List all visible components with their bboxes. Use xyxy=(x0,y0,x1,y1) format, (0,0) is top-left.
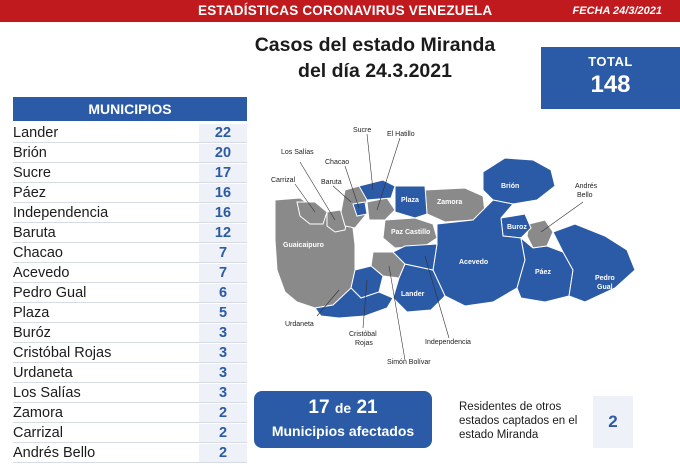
municipio-count: 3 xyxy=(199,324,247,342)
affected-total: 21 xyxy=(356,397,378,418)
page-heading xyxy=(230,32,520,84)
label-andres-bello-2: Bello xyxy=(577,192,593,199)
municipio-row xyxy=(13,323,247,343)
municipio-count: 2 xyxy=(199,424,247,442)
row-divider xyxy=(13,462,247,463)
municipio-name: Urdaneta xyxy=(13,365,73,381)
municipio-row xyxy=(13,263,247,283)
total-value: 148 xyxy=(590,71,631,98)
municipio-name: Pedro Gual xyxy=(13,285,87,301)
map-region-brion xyxy=(483,158,555,204)
affected-count-line xyxy=(254,397,432,419)
inlabel-brion: Brión xyxy=(501,183,520,190)
heading-line-1: Casos del estado Miranda xyxy=(254,34,496,56)
municipio-row xyxy=(13,363,247,383)
label-baruta: Baruta xyxy=(321,179,342,186)
municipio-name: Páez xyxy=(13,185,47,201)
municipio-name: Plaza xyxy=(13,305,50,321)
municipio-count: 7 xyxy=(199,244,247,262)
municipio-name: Brión xyxy=(13,145,47,161)
municipio-count: 12 xyxy=(199,224,247,242)
label-carrizal: Carrizal xyxy=(271,177,296,184)
municipio-name: Baruta xyxy=(13,225,56,241)
municipio-count: 2 xyxy=(199,444,247,462)
heading-line-2: del día 24.3.2021 xyxy=(298,60,452,82)
total-box xyxy=(541,47,680,109)
inlabel-guaicaipuro: Guaicaipuro xyxy=(283,242,324,249)
map-region-el-hatillo xyxy=(367,198,395,220)
affected-municipalities-box xyxy=(254,391,432,448)
municipio-row xyxy=(13,203,247,223)
municipio-row xyxy=(13,283,247,303)
label-cristobal-rojas-2: Rojas xyxy=(355,340,373,347)
municipio-row xyxy=(13,343,247,363)
municipio-row xyxy=(13,383,247,403)
label-los-salias: Los Salías xyxy=(281,149,314,156)
municipio-name: Lander xyxy=(13,125,59,141)
inlabel-acevedo: Acevedo xyxy=(459,259,489,266)
label-chacao: Chacao xyxy=(325,159,350,166)
miranda-map xyxy=(255,120,675,365)
municipio-count: 16 xyxy=(199,204,247,222)
municipio-row xyxy=(13,423,247,443)
municipio-name: Independencia xyxy=(13,205,109,221)
municipio-row xyxy=(13,243,247,263)
municipio-name: Los Salías xyxy=(13,385,81,401)
municipio-name: Andrés Bello xyxy=(13,445,96,461)
municipio-row xyxy=(13,303,247,323)
inlabel-zamora: Zamora xyxy=(437,199,463,206)
label-andres-bello-1: Andrés xyxy=(575,183,598,190)
municipio-name: Chacao xyxy=(13,245,63,261)
label-simon-bolivar: Simón Bolívar xyxy=(387,359,431,365)
municipio-row xyxy=(13,163,247,183)
municipio-count: 5 xyxy=(199,304,247,322)
inlabel-plaza: Plaza xyxy=(401,197,419,204)
municipio-row xyxy=(13,123,247,143)
municipio-name: Sucre xyxy=(13,165,51,181)
municipio-count: 3 xyxy=(199,364,247,382)
municipio-row xyxy=(13,183,247,203)
affected-label: Municipios afectados xyxy=(271,423,415,439)
residents-value: 2 xyxy=(593,396,633,448)
municipio-row xyxy=(13,443,247,463)
municipio-count: 6 xyxy=(199,284,247,302)
municipios-list xyxy=(13,123,247,463)
municipio-row xyxy=(13,223,247,243)
label-sucre: Sucre xyxy=(353,127,372,134)
affected-connector: de xyxy=(334,400,352,416)
inlabel-paz-castillo: Paz Castillo xyxy=(391,229,431,236)
municipio-name: Carrizal xyxy=(13,425,63,441)
municipio-row xyxy=(13,143,247,163)
total-label: TOTAL xyxy=(588,54,633,69)
inlabel-buroz: Buroz xyxy=(507,224,527,231)
top-banner xyxy=(0,0,680,22)
municipio-name: Zamora xyxy=(13,405,63,421)
municipio-count: 17 xyxy=(199,164,247,182)
label-cristobal-rojas-1: Cristóbal xyxy=(349,331,377,338)
inlabel-pedro-gual-1: Pedro xyxy=(595,275,615,282)
inlabel-lander: Lander xyxy=(401,291,425,298)
municipio-row xyxy=(13,403,247,423)
inlabel-pedro-gual-2: Gual xyxy=(597,284,613,291)
municipio-count: 22 xyxy=(199,124,247,142)
map-region-andres-bello xyxy=(527,220,553,248)
municipios-header: MUNICIPIOS xyxy=(13,97,247,121)
label-independencia: Independencia xyxy=(425,339,471,346)
residents-text: Residentes de otros estados captados en el estado Miranda xyxy=(459,401,578,441)
municipio-count: 16 xyxy=(199,184,247,202)
municipio-count: 20 xyxy=(199,144,247,162)
municipio-count: 3 xyxy=(199,384,247,402)
label-urdaneta: Urdaneta xyxy=(285,321,314,328)
municipio-count: 7 xyxy=(199,264,247,282)
municipio-count: 3 xyxy=(199,344,247,362)
municipio-name: Cristóbal Rojas xyxy=(13,345,112,361)
municipio-count: 2 xyxy=(199,404,247,422)
banner-date: FECHA 24/3/2021 xyxy=(572,5,662,17)
banner-title: ESTADÍSTICAS CORONAVIRUS VENEZUELA xyxy=(198,3,493,18)
inlabel-paez: Páez xyxy=(535,269,551,276)
municipio-name: Buróz xyxy=(13,325,51,341)
label-el-hatillo: El Hatillo xyxy=(387,131,415,138)
affected-count: 17 xyxy=(308,397,330,418)
municipio-name: Acevedo xyxy=(13,265,70,281)
